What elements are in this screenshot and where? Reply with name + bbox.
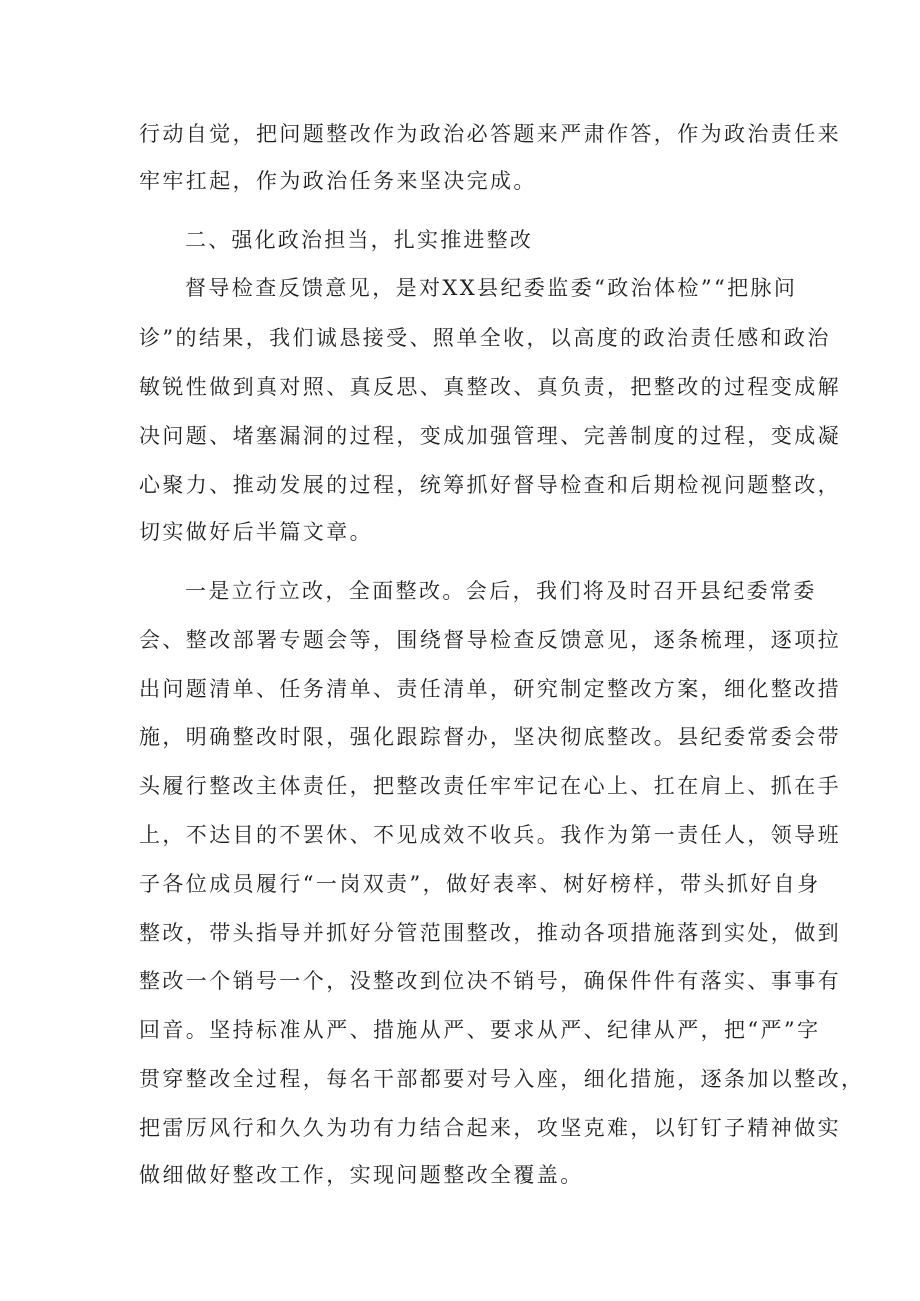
text-line: 子各位成员履行“一岗双责”，做好表率、树好榜样，带头抓好自身 <box>139 872 821 896</box>
text-line: 行动自觉，把问题整改作为政治必答题来严肃作答，作为政治责任来 <box>139 122 841 146</box>
text-line: 做细做好整改工作，实现问题整改全覆盖。 <box>139 1163 584 1187</box>
text-line: 督导检查反馈意见，是对XX县纪委监委“政治体检”“把脉问 <box>185 276 798 300</box>
text-line: 贯穿整改全过程，每名干部都要对号入座，细化措施，逐条加以整改， <box>139 1067 865 1091</box>
text-line: 出问题清单、任务清单、责任清单，研究制定整改方案，细化整改措 <box>139 677 841 701</box>
text-line: 心聚力、推动发展的过程，统筹抓好督导检查和后期检视问题整改， <box>139 473 841 497</box>
text-line: 回音。坚持标准从严、措施从严、要求从严、纪律从严，把“严”字 <box>139 1018 821 1042</box>
text-line: 把雷厉风行和久久为功有力结合起来，攻坚克难，以钉钉子精神做实 <box>139 1116 841 1140</box>
text-line: 一是立行立改，全面整改。会后，我们将及时召开县纪委常委 <box>185 579 817 603</box>
text-line: 会、整改部署专题会等，围绕督导检查反馈意见，逐条梳理，逐项拉 <box>139 628 841 652</box>
text-line: 头履行整改主体责任，把整改责任牢牢记在心上、扛在肩上、抓在手 <box>139 774 841 798</box>
text-line: 整改一个销号一个，没整改到位决不销号，确保件件有落实、事事有 <box>139 969 841 993</box>
text-line: 施，明确整改时限，强化跟踪督办，坚决彻底整改。县纪委常委会带 <box>139 725 841 749</box>
text-line: 决问题、堵塞漏洞的过程，变成加强管理、完善制度的过程，变成凝 <box>139 424 841 448</box>
text-line: 切实做好后半篇文章。 <box>139 520 373 544</box>
text-line: 诊”的结果，我们诚恳接受、照单全收，以高度的政治责任感和政治 <box>139 326 831 350</box>
section-heading: 二、强化政治担当，扎实推进整改 <box>185 228 533 252</box>
text-line: 敏锐性做到真对照、真反思、真整改、真负责，把整改的过程变成解 <box>139 375 841 399</box>
text-line: 牢牢扛起，作为政治任务来坚决完成。 <box>139 169 537 193</box>
text-line: 上，不达目的不罢休、不见成效不收兵。我作为第一责任人，领导班 <box>139 823 841 847</box>
text-line: 整改，带头指导并抓好分管范围整改，推动各项措施落到实处，做到 <box>139 921 841 945</box>
